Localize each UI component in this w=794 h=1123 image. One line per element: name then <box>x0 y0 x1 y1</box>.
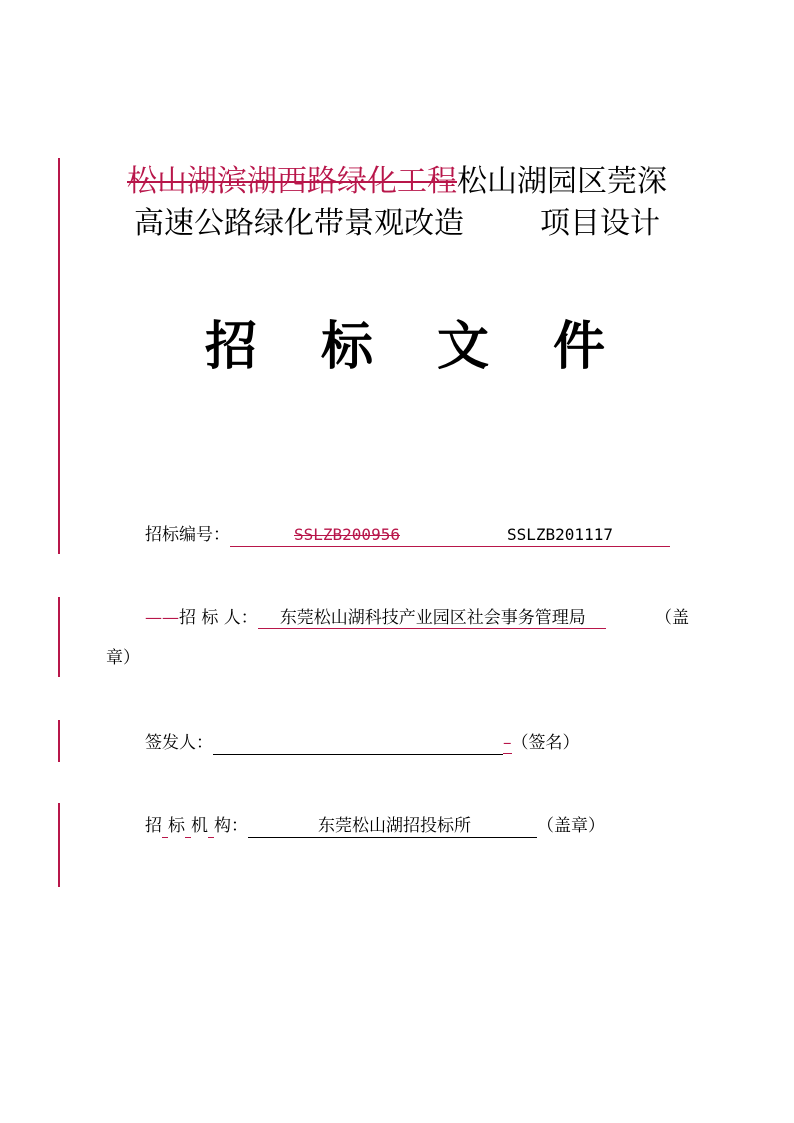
agency-seal-note: （盖章） <box>537 816 605 836</box>
issuer-sign-note: （签名） <box>511 733 580 753</box>
tender-number-row <box>145 524 670 547</box>
tenderer-seal-note-2: 章） <box>106 648 140 668</box>
project-title-line-2 <box>0 206 794 242</box>
issuer-row <box>145 732 580 755</box>
revision-bar-issuer <box>58 720 60 762</box>
title-text-line-2b: 项目设计 <box>540 206 660 241</box>
tenderer-row <box>145 607 606 629</box>
heading-char-3: 文 <box>436 316 489 377</box>
tender-number-old: SSLZB200956 <box>294 525 400 544</box>
tender-number-label: 招标编号： <box>145 525 230 545</box>
heading-char-4: 件 <box>552 316 605 377</box>
agency-value: 东莞松山湖招投标所 <box>248 815 537 838</box>
revision-bar-agency <box>58 803 60 887</box>
title-text-line-1: 松山湖园区莞深 <box>457 164 667 199</box>
agency-label-char-4: 构： <box>214 816 248 836</box>
revision-bar-tenderer <box>58 597 60 677</box>
agency-label-char-1: 招 <box>145 816 162 836</box>
project-title-line-1 <box>0 164 794 200</box>
tenderer-seal-note-1: （盖 <box>655 608 689 628</box>
agency-label-char-3: 机 <box>191 816 208 836</box>
heading-char-1: 招 <box>205 316 258 377</box>
tenderer-label: 招 标 人： <box>179 608 258 628</box>
title-text-line-2a: 高速公路绿化带景观改造 <box>134 206 464 241</box>
tender-number-new: SSLZB201117 <box>507 525 613 544</box>
tender-number-field <box>230 524 670 547</box>
document-heading <box>205 315 605 379</box>
agency-row <box>145 815 605 838</box>
agency-label-char-2: 标 <box>168 816 185 836</box>
issuer-mark: – <box>503 733 512 753</box>
issuer-signature-field <box>213 732 503 755</box>
deleted-title-text: 松山湖滨湖西路绿化工程 <box>127 164 457 199</box>
heading-char-2: 标 <box>320 316 373 377</box>
tenderer-value: 东莞松山湖科技产业园区社会事务管理局 <box>258 608 606 629</box>
issuer-label: 签发人： <box>145 733 213 753</box>
tenderer-dash: —— <box>145 608 179 628</box>
